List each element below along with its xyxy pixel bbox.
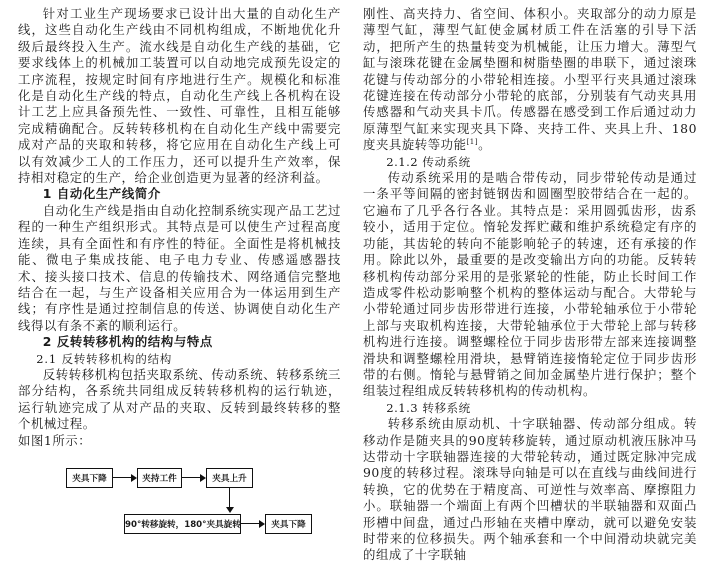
flow-arrow	[113, 477, 132, 478]
section-2-1-paragraph: 反转转移机构包括夹取系统、传动系统、转移系统三部分结构，各系统共同组成反转转移机构的运行轨迹，运行轨迹完成了从对产品的夹取、反转到最终转移的整个机械过程。	[18, 366, 341, 432]
flow-step-raise-clamp: 夹具上升	[206, 468, 253, 488]
transmission-paragraph: 传动系统采用的是啮合带传动，同步带轮传动是通过一条平等间隔的密封链钢齿和圆圈型胶带结合在一起的。它遍布了几乎各行各业。其特点是：采用圆弧齿形，齿系较小，适用于定位。惰轮发挥贮藏和维护系统稳定有序的功能，其齿轮的转向不能影响轮子的转速，还有承接的作用。除此以外，最重要的是改变输出方向的功能。反转转移机构传动部分采用的是张紧轮的性能，防止长时间工作造成零件松动影响整个机构的整体运动与配合。大带轮与小带轮通过同步齿形带进行连接，小带轮轴承位于小带轮上部与夹取机构连接，大带轮轴承位于大带轮上部与转移机构进行连接。调整螺栓位于同步齿形带左部来连接调整滑块和调整螺栓用滑块，悬臂销连接惰轮定位于同步齿形带的右侧。惰轮与悬臂销之间加金属垫片进行保护；整个组装过程组成反转转移机构的传动机构。	[363, 170, 697, 399]
clamping-text: 刚性、高夹持力、省空间、体积小。夹取部分的动力原是薄型气缸，薄型气缸使金属材质工件在活塞的引导下活动，把所产生的热量转变为机械能，让压力增大。薄型气缸与滚珠花键在金属垫圈和树脂垫圈的串联下，通过滚珠花键与传动部分的小带轮相连接。小型平行夹具通过滚珠花键连接在传动部分小带轮的底部，分别装有气动夹具用传感器和气动夹具卡爪。传感器在感受到工作后通过动力原薄型气缸来实现夹具下降、夹持工件、夹具上升、180度夹具旋转等功能	[363, 6, 697, 153]
figure-reference: 如图1所示：	[18, 432, 92, 448]
subsection-heading-2-1-2: 2.1.2 传动系统	[386, 154, 471, 169]
section-heading-1: 1 自动化生产线简介	[42, 186, 161, 202]
citation-ref: [1]	[466, 138, 479, 147]
flow-arrow	[182, 477, 201, 478]
arrowhead-icon	[131, 474, 137, 482]
flow-step-lower-clamp: 夹具下降	[66, 468, 113, 488]
arrowhead-icon	[259, 520, 265, 528]
sentence-end: 。	[478, 137, 492, 153]
intro-paragraph: 针对工业生产现场要求已设计出大量的自动化生产线，这些自动化生产线由不同机构组成，不断地优化升级后最终投入生产。流水线是自动化生产线的基础，它要求线体上的机械加工装置可以自动地完成预先设定的工序流程，按规定时间有序地进行生产。规模化和标准化是自动化生产线的特点，自动化生产线上各机构在设计工艺上应具备预先性、一致性、可靠性，且相互能够完成精确配合。反转转移机构在自动化生产线中需要完成对产品的夹取和转移，将它应用在自动化生产线上可以有效减少工人的工作压力，还可以提升生产效率，保持相对稳定的生产，给企业创造更为显著的经济利益。	[18, 6, 341, 186]
flow-step-rotate: 90°转移旋转，180°夹具旋转	[124, 514, 241, 534]
section-1-paragraph: 自动化生产线是指由自动化控制系统实现产品工艺过程的一种生产组织形式。其特点是可以使生产过程高度连续，具有全面性和有序性的特征。全面性是将机械技能、微电子集成技能、电子电力专业、传感遥感器技术、接头接口技术、信息的传输技术、网络通信完整地结合在一起，与生产设备相关应用合为一体运用到生产线；有序性是通过控制信息的传送、协调使自动化生产线得以有条不紊的顺利运行。	[18, 202, 341, 333]
flowchart-figure-1	[58, 458, 348, 548]
flow-step-grip-workpiece: 夹持工件	[137, 468, 182, 488]
subsection-heading-2-1: 2.1 反转转移机构的结构	[36, 351, 173, 366]
subsection-heading-2-1-3: 2.1.3 转移系统	[386, 400, 471, 415]
right-column	[363, 6, 697, 564]
flow-arrow	[241, 523, 260, 524]
clamping-system-paragraph	[363, 6, 697, 154]
arrowhead-icon	[226, 507, 234, 513]
left-column	[18, 6, 341, 449]
flow-step-lower-clamp-2: 夹具下降	[265, 514, 312, 534]
transfer-paragraph: 转移系统由原动机、十字联轴器、传动部分组成。转移动作是随夹具的90度转移旋转，通过原动机液压脉冲马达带动十字联轴器连接的大带轮转动，通过既定脉冲完成90度的转移过程。滚珠导向轴是可以在直线与曲线间进行转换，它的优势在于精度高、可逆性与效率高、摩擦阻力小。联轴器一个端面上有两个凹槽状的半联轴器和双面凸形槽中间盘，通过凸形轴在夹槽中摩动，就可以避免安装时带来的位移损失。两个轴承套和一个中间滑动块就完美的组成了十字联轴	[363, 416, 697, 563]
arrowhead-icon	[200, 474, 206, 482]
flow-arrow	[229, 488, 230, 508]
section-heading-2: 2 反转转移机构的结构与特点	[42, 334, 213, 350]
